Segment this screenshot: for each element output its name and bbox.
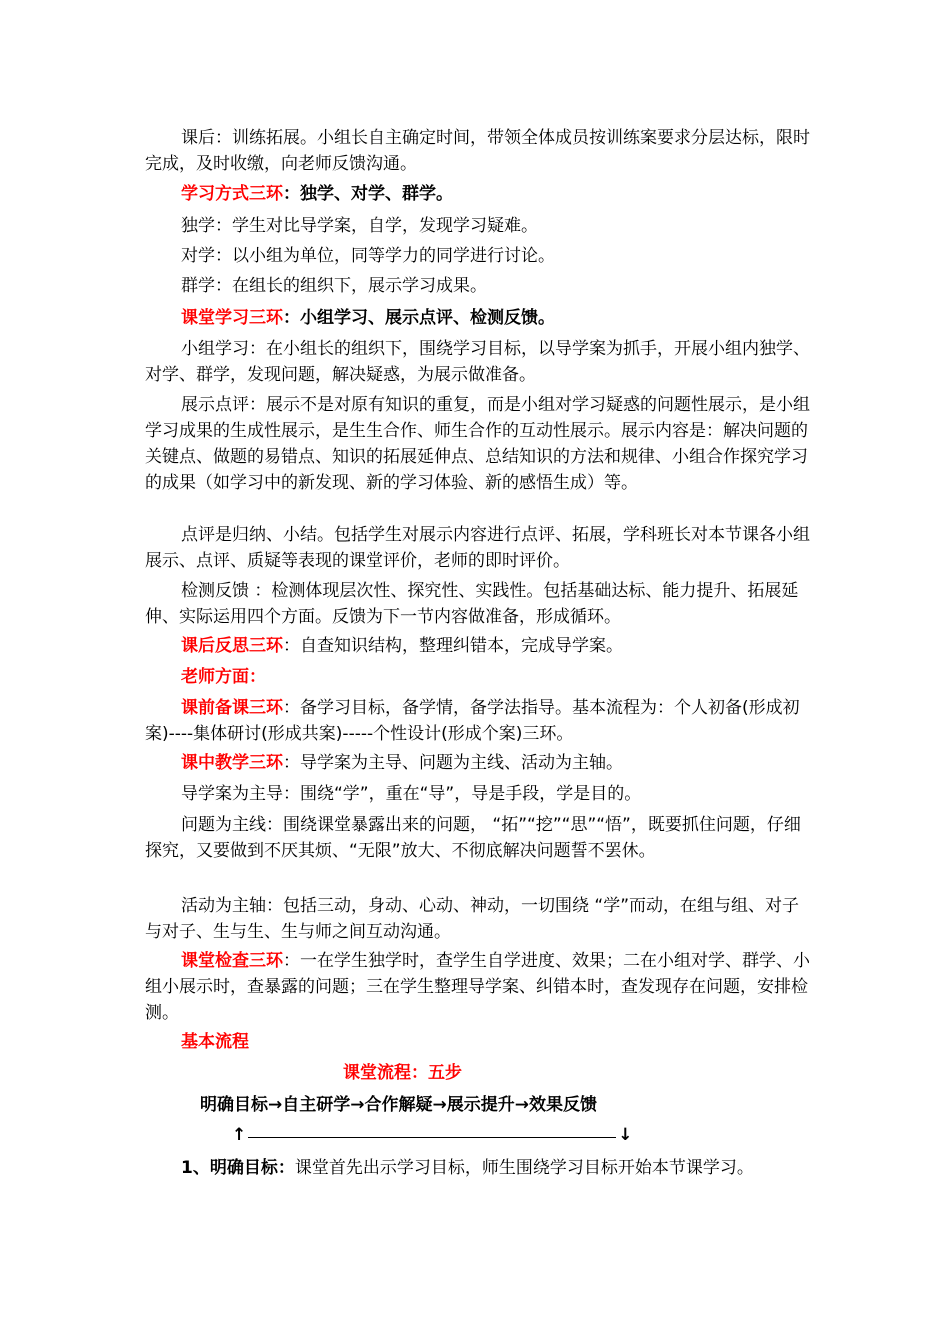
activity-paragraph: 活动为主轴：包括三动，身动、心动、神动，一切围绕 “学”而动，在组与组、对子与对子、生与生、生与师之间互动沟通。 [145,896,800,942]
teach-heading: 课中教学三环 [181,753,283,773]
step1-text: 课堂首先出示学习目标，师生围绕学习目标开始本节课学习。 [294,1158,754,1178]
study-mode-items: ：独学、对学、群学。 [283,184,453,204]
arrow-up-icon: ↑ [232,1125,247,1145]
after-class-paragraph: 课后：训练拓展。小组长自主确定时间，带领全体成员按训练案要求分层达标，限时完成，及时收缴，向老师反馈沟通。 [145,128,810,174]
group-study-line: 群学：在组长的组织下，展示学习成果。 [181,276,487,296]
show-review-paragraph: 展示点评：展示不是对原有知识的重复，而是小组对学习疑惑的问题性展示，是小组学习成果的生成性展示，是生生合作、师生合作的互动性展示。展示内容是：解决问题的关键点、做题的易错点、知识的拓展延伸点、总结知识的方法和规律、小组合作探究学习的成果（如学习中的新发现、新的学习体验、新的感悟生成）等。 [145,395,810,493]
reflect-text: ：自查知识结构，整理纠错本，完成导学案。 [283,636,623,656]
classroom-heading: 课堂学习三环 [181,308,283,328]
flow-loop-line [232,1122,652,1148]
check-heading: 课堂检查三环 [181,951,283,971]
step1-label: 1、明确目标： [181,1158,295,1178]
study-mode-line [145,181,813,207]
classroom-line [145,305,813,331]
five-steps-line: 明确目标→自主研学→合作解疑→展示提升→效果反馈 [200,1095,597,1115]
reflect-line [145,633,813,659]
arrow-down-icon: ↓ [618,1125,633,1145]
pair-study-line: 对学：以小组为单位，同等学力的同学进行讨论。 [181,246,555,266]
class-flow-line [343,1060,643,1086]
prep-paragraph [145,695,813,747]
loop-rule [248,1125,616,1138]
class-flow-heading: 课堂流程：五步 [343,1063,462,1083]
solo-study-line: 独学：学生对比导学案，自学，发现学习疑难。 [181,216,538,236]
check-paragraph [145,948,813,1026]
teach-line [145,750,813,776]
prep-text: ：备学习目标，备学情，备学法指导。基本流程为：个人初备(形成初案)----集体研讨(形成共案)-----个性设计(形成个案)三环。 [145,698,800,744]
step1-line [145,1155,825,1181]
basic-flow-heading: 基本流程 [181,1032,249,1052]
check-text: ：一在学生独学时，查学生自学进度、效果；二在小组对学、群学、小组小展示时，查暴露的问题；三在学生整理导学案、纠错本时，查发现存在问题，安排检测。 [145,951,810,1023]
teacher-heading-line [145,664,813,690]
problem-paragraph: 问题为主线：围绕课堂暴露出来的问题， “拓”“挖”“思”“悟”，既要抓住问题，仔细探究，又要做到不厌其烦、“无限”放大、不彻底解决问题誓不罢休。 [145,815,801,861]
basic-flow-line [145,1029,813,1055]
classroom-items: ：小组学习、展示点评、检测反馈。 [283,308,555,328]
teach-text: ：导学案为主导、问题为主线、活动为主轴。 [283,753,623,773]
study-mode-heading: 学习方式三环 [181,184,283,204]
reflect-heading: 课后反思三环 [181,636,283,656]
review-note-paragraph: 点评是归纳、小结。包括学生对展示内容进行点评、拓展，学科班长对本节课各小组展示、点评、质疑等表现的课堂评价，老师的即时评价。 [145,525,810,571]
group-study-paragraph: 小组学习：在小组长的组织下，围绕学习目标，以导学案为抓手，开展小组内独学、对学、群学，发现问题，解决疑惑，为展示做准备。 [145,339,810,385]
teacher-heading: 老师方面： [181,667,266,687]
test-feedback-paragraph: 检测反馈 ：检测体现层次性、探究性、实践性。包括基础达标、能力提升、拓展延伸、实际运用四个方面。反馈为下一节内容做准备，形成循环。 [145,581,799,627]
prep-heading: 课前备课三环 [181,698,283,718]
guide-line: 导学案为主导：围绕“学”，重在“导”，导是手段，学是目的。 [181,784,642,804]
